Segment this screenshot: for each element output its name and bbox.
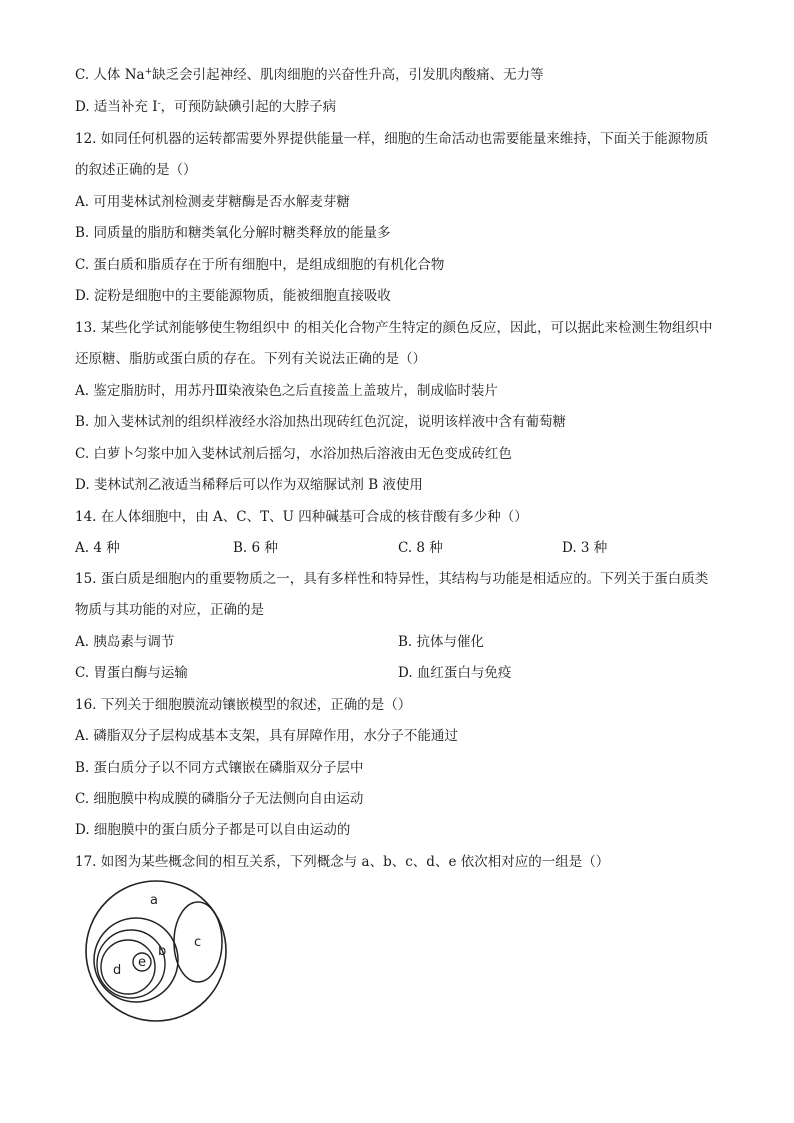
label-d: d [113,963,122,978]
q15-stem-line2: 物质与其功能的对应，正确的是 [75,602,264,618]
q15-stem-line1: 15. 蛋白质是细胞内的重要物质之一，具有多样性和特异性，其结构与功能是相适应的。下列关于蛋白质类 [75,571,709,587]
q11-option-d: D. 适当补充 I-，可预防缺碘引起的大脖子病 [75,99,337,115]
q14-option-d: D. 3 种 [562,540,608,556]
q16-option-d: D. 细胞膜中的蛋白质分子都是可以自由运动的 [75,822,351,838]
q16-option-c: C. 细胞膜中构成膜的磷脂分子无法侧向自由运动 [75,791,364,807]
q14-option-a: A. 4 种 [75,540,120,556]
concept-diagram [78,876,238,1026]
q15-option-b: B. 抗体与催化 [398,634,485,650]
q11-option-c: C. 人体 Na+缺乏会引起神经、肌肉细胞的兴奋性升高，引发肌肉酸痛、无力等 [75,67,544,83]
q13-option-b: B. 加入斐林试剂的组织样液经水浴加热出现砖红色沉淀，说明该样液中含有葡萄糖 [75,414,567,430]
label-a: a [150,893,158,908]
label-c: c [194,935,202,950]
q15-option-a: A. 胰岛素与调节 [75,634,175,650]
q12-option-b: B. 同质量的脂肪和糖类氧化分解时糖类释放的能量多 [75,225,391,241]
q13-option-d: D. 斐林试剂乙液适当稀释后可以作为双缩脲试剂 B 液使用 [75,477,423,493]
q12-option-c: C. 蛋白质和脂质存在于所有细胞中，是组成细胞的有机化合物 [75,257,445,273]
circle-d [101,940,155,994]
q16-option-b: B. 蛋白质分子以不同方式镶嵌在磷脂双分子层中 [75,760,364,776]
q13-stem-line1: 13. 某些化学试剂能够使生物组织中 的相关化合物产生特定的颜色反应，因此，可以据此来检测生物组织中 [75,320,713,336]
q15-option-d: D. 血红蛋白与免疫 [398,665,512,681]
q13-option-a: A. 鉴定脂肪时，用苏丹Ⅲ染液染色之后直接盖上盖玻片，制成临时装片 [75,383,498,399]
q14-option-c: C. 8 种 [398,540,443,556]
q14-option-b: B. 6 种 [233,540,278,556]
q17-stem: 17. 如图为某些概念间的相互关系，下列概念与 a、b、c、d、e 依次相对应的一组是（） [75,854,610,870]
q12-stem-line2: 的叙述正确的是（） [75,162,197,178]
label-b: b [158,944,167,959]
label-e: e [138,955,146,970]
q13-stem-line2: 还原糖、脂肪或蛋白质的存在。下列有关说法正确的是（） [75,351,426,367]
q15-option-c: C. 胃蛋白酶与运输 [75,665,188,681]
q12-option-a: A. 可用斐林试剂检测麦芽糖酶是否水解麦芽糖 [75,194,350,210]
q16-stem: 16. 下列关于细胞膜流动镶嵌模型的叙述，正确的是（） [75,697,412,713]
q14-stem: 14. 在人体细胞中，由 A、C、T、U 四种碱基可合成的核苷酸有多少种（） [75,509,528,525]
q12-stem-line1: 12. 如同任何机器的运转都需要外界提供能量一样，细胞的生命活动也需要能量来维持，下面关于能源物质 [75,131,709,147]
q16-option-a: A. 磷脂双分子层构成基本支架，具有屏障作用，水分子不能通过 [75,728,458,744]
q13-option-c: C. 白萝卜匀浆中加入斐林试剂后摇匀，水浴加热后溶液由无色变成砖红色 [75,446,512,462]
q12-option-d: D. 淀粉是细胞中的主要能源物质，能被细胞直接吸收 [75,288,391,304]
